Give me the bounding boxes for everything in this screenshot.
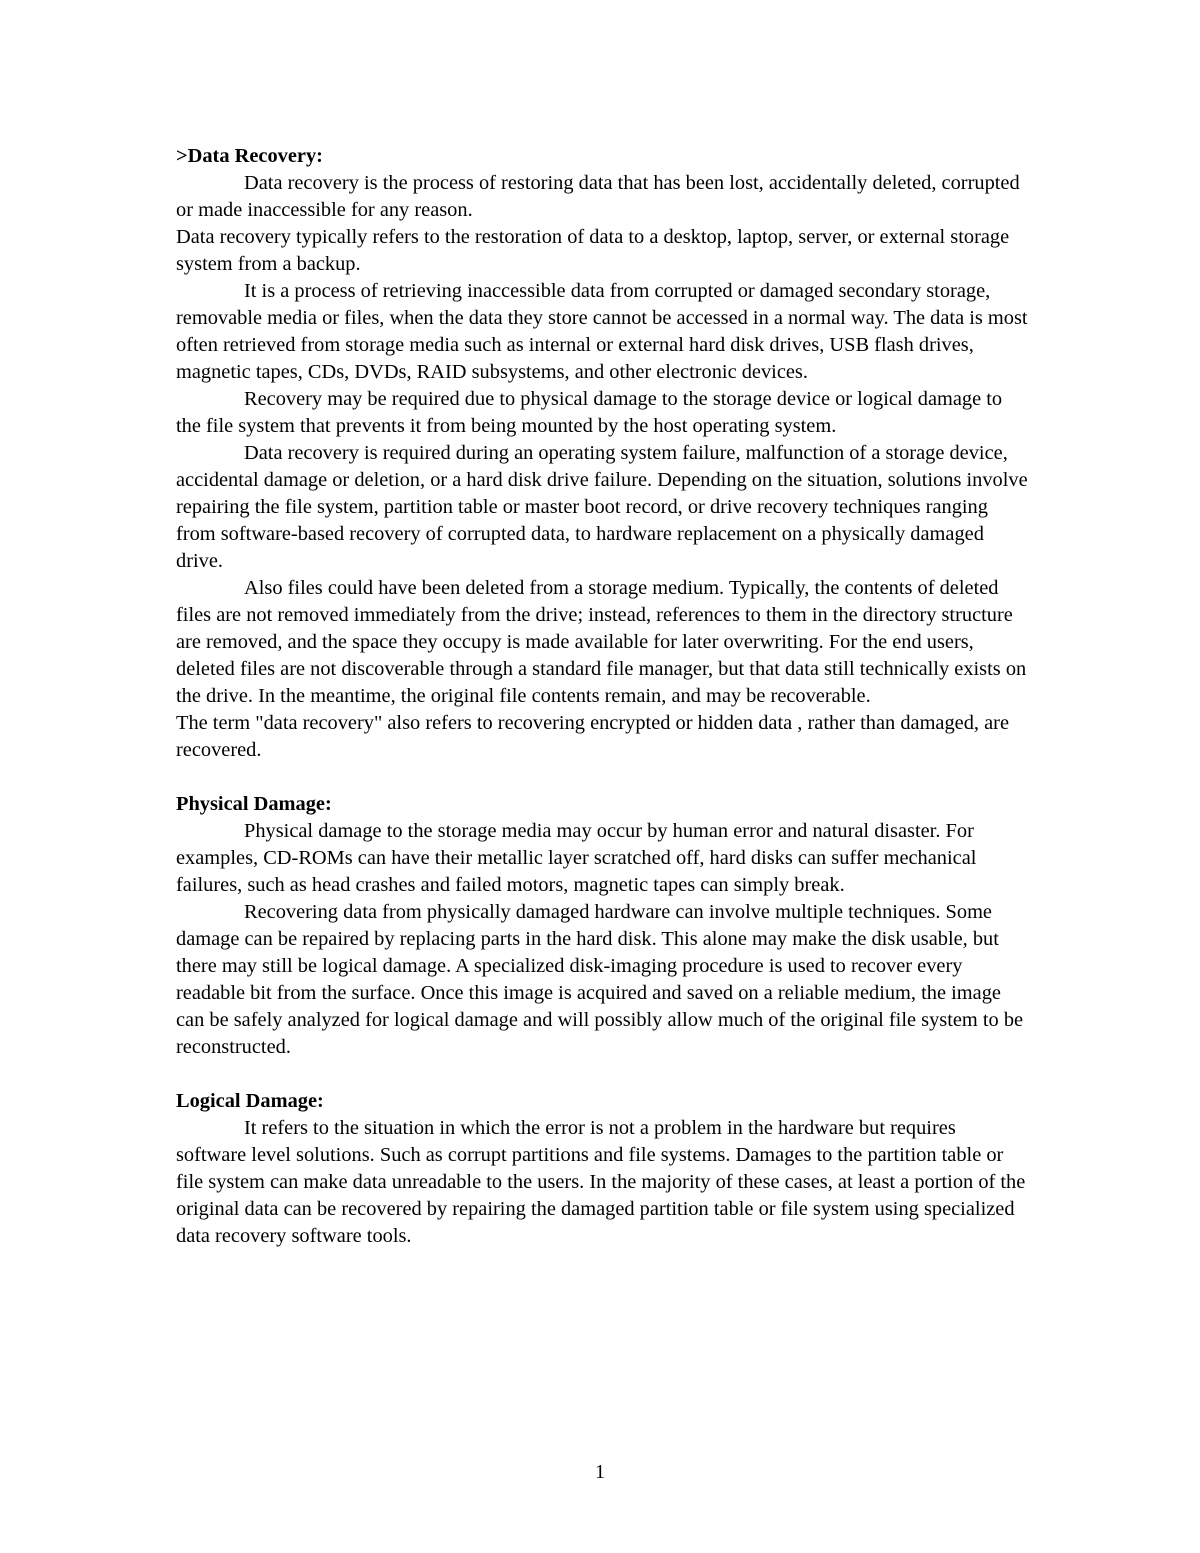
document-body (176, 143, 1028, 1250)
section-heading-data-recovery: >Data Recovery: (176, 145, 323, 167)
paragraph: Data recovery is required during an operating system failure, malfunction of a storage device, accidental damage or deletion, or a hard disk drive failure. Depending on the situation, solutions involve repairing the file system, partition table or master boot record, or drive recovery techniques ranging from software-based recovery of corrupted data, to hardware replacement on a physically damaged drive. (176, 442, 1028, 572)
paragraph: Also files could have been deleted from a storage medium. Typically, the contents of deleted files are not removed immediately from the drive; instead, references to them in the directory structure are removed, and the space they occupy is made available for later overwriting. For the end users, deleted files are not discoverable through a standard file manager, but that data still technically exists on the drive. In the meantime, the original file contents remain, and may be recoverable. (176, 577, 1027, 707)
section-heading-logical-damage: Logical Damage: (176, 1090, 324, 1112)
section-gap (176, 764, 1028, 791)
paragraph: Data recovery typically refers to the restoration of data to a desktop, laptop, server, or external storage system from a backup. (176, 226, 1010, 275)
section-gap (176, 1061, 1028, 1088)
paragraph: It is a process of retrieving inaccessible data from corrupted or damaged secondary storage, removable media or files, when the data they store cannot be accessed in a normal way. The data is most often retrieved from storage media such as internal or external hard disk drives, USB flash drives, magnetic tapes, CDs, DVDs, RAID subsystems, and other electronic devices. (176, 280, 1028, 383)
paragraph: Physical damage to the storage media may occur by human error and natural disaster. For examples, CD-ROMs can have their metallic layer scratched off, hard disks can suffer mechanical failures, such as head crashes and failed motors, magnetic tapes can simply break. (176, 820, 977, 896)
paragraph: Data recovery is the process of restoring data that has been lost, accidentally deleted, corrupted or made inaccessible for any reason. (176, 172, 1020, 221)
paragraph: Recovering data from physically damaged hardware can involve multiple techniques. Some damage can be repaired by replacing parts in the hard disk. This alone may make the disk usable, but there may still be logical damage. A specialized disk-imaging procedure is used to recover every readable bit from the surface. Once this image is acquired and saved on a reliable medium, the image can be safely analyzed for logical damage and will possibly allow much of the original file system to be reconstructed. (176, 901, 1024, 1058)
paragraph: The term "data recovery" also refers to recovering encrypted or hidden data , rather than damaged, are recovered. (176, 712, 1010, 761)
page-number: 1 (595, 1461, 605, 1483)
paragraph: It refers to the situation in which the error is not a problem in the hardware but requires software level solutions. Such as corrupt partitions and file systems. Damages to the partition table or file system can make data unreadable to the users. In the majority of these cases, at least a portion of the original data can be recovered by repairing the damaged partition table or file system using specialized data recovery software tools. (176, 1117, 1026, 1247)
paragraph: Recovery may be required due to physical damage to the storage device or logical damage to the file system that prevents it from being mounted by the host operating system. (176, 388, 1003, 437)
section-heading-physical-damage: Physical Damage: (176, 793, 332, 815)
